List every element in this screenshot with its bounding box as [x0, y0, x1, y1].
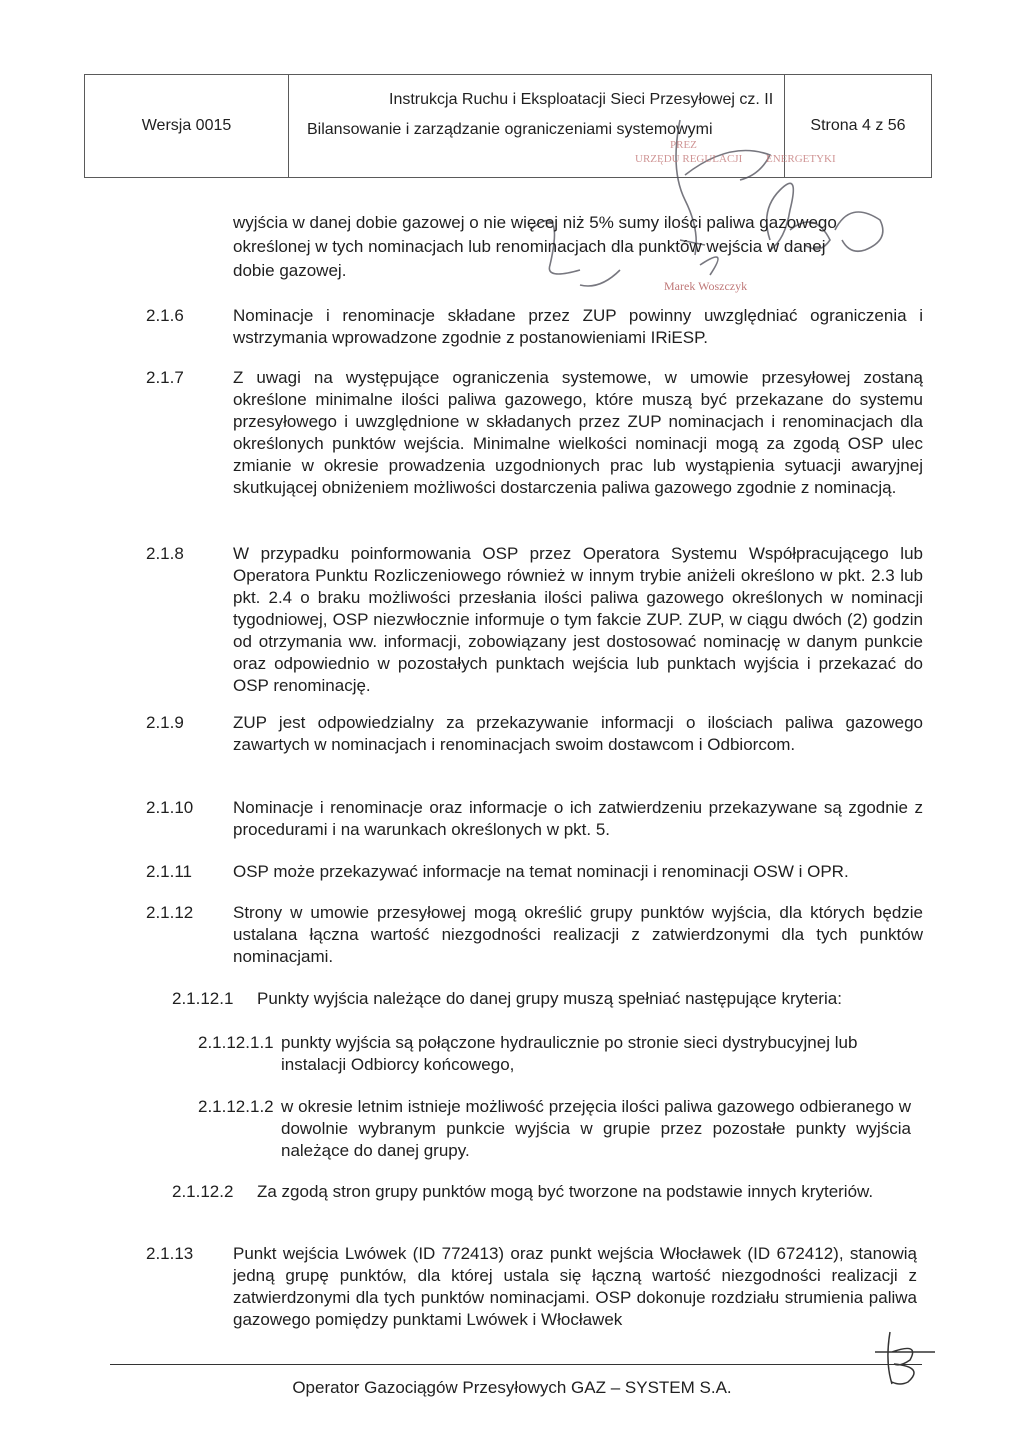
document-title: Instrukcja Ruchu i Eksploatacji Sieci Przesyłowej cz. II — [389, 91, 774, 108]
section-text: Nominacje i renominacje oraz informacje o ich zatwierdzeniu przekazywane są zgodnie z procedurami i na warunkach określonych w pkt. 5. — [233, 798, 923, 839]
section-number: 2.1.8 — [146, 544, 184, 563]
section-number: 2.1.12.1.2 — [198, 1097, 274, 1116]
section-number: 2.1.9 — [146, 713, 184, 732]
footer-rule — [110, 1364, 922, 1365]
section-text: Za zgodą stron grupy punktów mogą być tworzone na podstawie innych kryteriów. — [257, 1182, 874, 1201]
header-title-cell — [289, 75, 785, 177]
section-number: 2.1.6 — [146, 306, 184, 325]
section-number: 2.1.13 — [146, 1244, 194, 1263]
intro-line-2: określonej w tych nominacjach lub renominacjach dla punktów wejścia w danej — [233, 237, 826, 256]
section-number: 2.1.12.2 — [172, 1182, 234, 1201]
intro-line-1: wyjścia w danej dobie gazowej o nie więcej niż 5% sumy ilości paliwa gazowego — [233, 213, 837, 232]
version-label: Wersja 0015 — [85, 75, 289, 177]
section-number: 2.1.11 — [146, 862, 193, 881]
stamp-name: Marek Woszczyk — [664, 279, 748, 293]
section-text: punkty wyjścia są połączone hydraulicznie po stronie sieci dystrybucyjnej lub instalacji Odbiorcy końcowego, — [281, 1033, 858, 1074]
svg-text:URZĘDU REGULACJI: URZĘDU REGULACJI — [635, 153, 743, 165]
intro-line-3: dobie gazowej. — [233, 261, 347, 280]
section-text: W przypadku poinformowania OSP przez Operatora Systemu Współpracującego lub Operatora Punktu Rozliczeniowego również w innym trybie aniżeli określono w pkt. 2.3 lub pkt. 2.4 o braku możliwości przesłania ilości paliwa gazowego określonych w nominacji tygodniowej, OSP niezwłocznie informuje o tym fakcie ZUP. ZUP, w ciągu dwóch (2) godzin od otrzymania ww. informacji, zobowiązany jest dostosować nominację w danym punkcie oraz odpowiednio w pozostałych punktach wejścia lub punktach wyjścia i przekazać do OSP renominację. — [233, 544, 923, 695]
section-text: w okresie letnim istnieje możliwość przejęcia ilości paliwa gazowego odbieranego w dowolnie wybranym punkcie wyjścia w grupie przez pozostałe punkty wyjścia należące do danej grupy. — [281, 1097, 911, 1160]
section-text: ZUP jest odpowiedzialny za przekazywanie informacji o ilościach paliwa gazowego zawartych w nominacjach i renominacjach swoim dostawcom i Odbiorcom. — [233, 713, 923, 754]
section-text: Strony w umowie przesyłowej mogą określić grupy punktów wyjścia, dla których będzie ustalana łączna wartość niezgodności realizacji z zatwierdzonymi dla tych punktów nominacjami. — [233, 903, 923, 966]
section-text: Nominacje i renominacje składane przez ZUP powinny uwzględniać ograniczenia i wstrzymania wprowadzone zgodnie z postanowieniami IRiESP. — [233, 306, 923, 347]
section-text: Punkty wyjścia należące do danej grupy muszą spełniać następujące kryteria: — [257, 989, 842, 1008]
section-number: 2.1.7 — [146, 368, 184, 387]
document-subtitle: Bilansowanie i zarządzanie ograniczeniami systemowymi — [307, 121, 713, 138]
page-number: Strona 4 z 56 — [810, 117, 906, 134]
section-text: OSP może przekazywać informacje na temat nominacji i renominacji OSW i OPR. — [233, 862, 849, 881]
section-text: Punkt wejścia Lwówek (ID 772413) oraz punkt wejścia Włocławek (ID 672412), stanowią jedną grupę punktów, dla której ustala się łączną wartość niezgodności realizacji z zatwierdzonymi dla tych punktów nominacjami. OSP dokonuje rozdziału strumienia paliwa gazowego pomiędzy punktami Lwówek i Włocławek — [233, 1244, 917, 1329]
section-text: Z uwagi na występujące ograniczenia systemowe, w umowie przesyłowej zostaną określone minimalne ilości paliwa gazowego, które muszą być przekazane do systemu przesyłowego i uwzględnione w składanych przez ZUP nominacjach i renominacjach dla określonych punktów wejścia. Minimalne wielkości nominacji mogą za zgodą OSP ulec zmianie w okresie prowadzenia uzgodnionych prac lub wystąpienia sytuacji awaryjnej skutkującej obniżeniem możliwości dostarczenia paliwa gazowego zgodnie z nominacją. — [233, 368, 923, 497]
section-number: 2.1.10 — [146, 798, 194, 817]
section-number: 2.1.12 — [146, 903, 194, 922]
section-number: 2.1.12.1.1 — [198, 1033, 274, 1052]
svg-text:PREZ: PREZ — [670, 139, 697, 151]
svg-text:ENERGETYKI: ENERGETYKI — [766, 153, 836, 165]
document-header — [84, 74, 932, 178]
footer-company: Operator Gazociągów Przesyłowych GAZ – SYSTEM S.A. — [292, 1378, 732, 1397]
section-number: 2.1.12.1 — [172, 989, 234, 1008]
